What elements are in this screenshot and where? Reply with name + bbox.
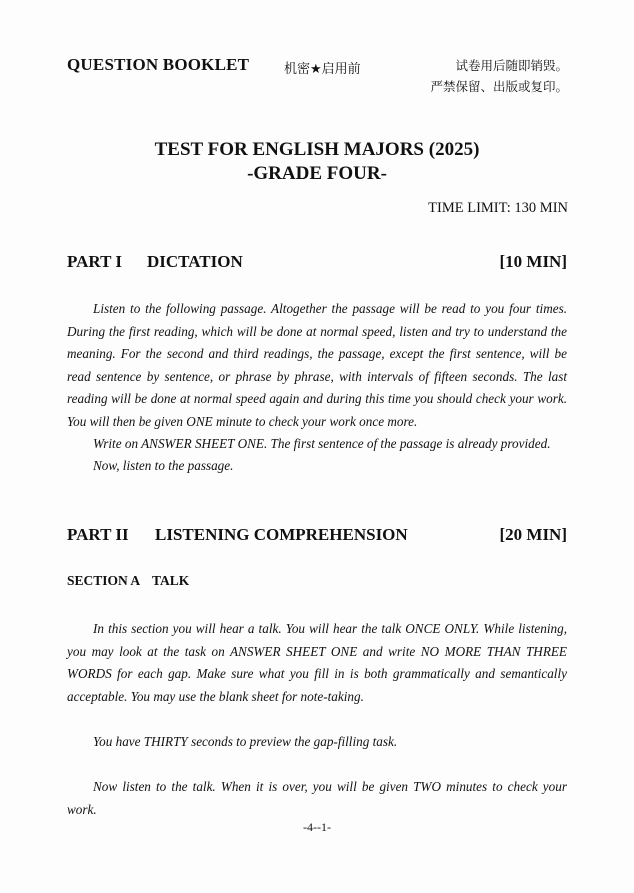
section-a-number: SECTION A [67,573,141,588]
time-limit: TIME LIMIT: 130 MIN [428,200,568,216]
confidential-marking: 机密★启用前 [284,62,361,77]
part-1-heading [67,252,567,272]
destroy-notice [430,55,568,97]
notice-line-1: 试卷用后随即销毁。 [455,58,568,73]
test-title [0,138,634,186]
part-1-answer-sheet-note: Write on ANSWER SHEET ONE. The first sentence of the passage is already provided. [93,436,551,451]
page-number: -4--1- [303,820,331,834]
section-a-listen-prompt: Now listen to the talk. When it is over, you will be given TWO minutes to check your work. [67,779,567,817]
part-1-name: DICTATION [147,252,243,271]
test-title-line-1: TEST FOR ENGLISH MAJORS (2025) [154,139,480,160]
section-a-preview-note: You have THIRTY seconds to preview the gap-filling task. [93,734,398,749]
section-a-heading [67,573,189,589]
part-1-number: PART I [67,252,122,271]
part-2-time: [20 MIN] [499,525,567,544]
part-2-name: LISTENING COMPREHENSION [155,525,408,544]
section-a-name: TALK [152,573,190,588]
part-1-listen-prompt: Now, listen to the passage. [93,458,234,473]
test-title-line-2: -GRADE FOUR- [247,163,387,184]
part-1-time: [10 MIN] [499,252,567,271]
part-1-instructions: Listen to the following passage. Altogether the passage will be read to you four times. During the first reading, which will be done at normal speed, listen and try to understand the meaning. For the second and third readings, the passage, except the first sentence, will be read sentence by sentence, or phrase by phrase, with intervals of fifteen seconds. The last reading will be done at normal speed again and during this time you should check your work. You will then be given ONE minute to check your work once more. [67,301,567,429]
part-2-number: PART II [67,525,129,544]
part-2-heading [67,525,567,545]
booklet-label: QUESTION BOOKLET [67,55,250,74]
notice-line-2: 严禁保留、出版或复印。 [430,79,568,94]
section-a-instructions: In this section you will hear a talk. You will hear the talk ONCE ONLY. While listening, you may look at the task on ANSWER SHEET ONE and write NO MORE THAN THREE WORDS for each gap. Make sure what you fill in is both grammatically and semantically acceptable. You may use the blank sheet for note-taking. [67,621,567,704]
